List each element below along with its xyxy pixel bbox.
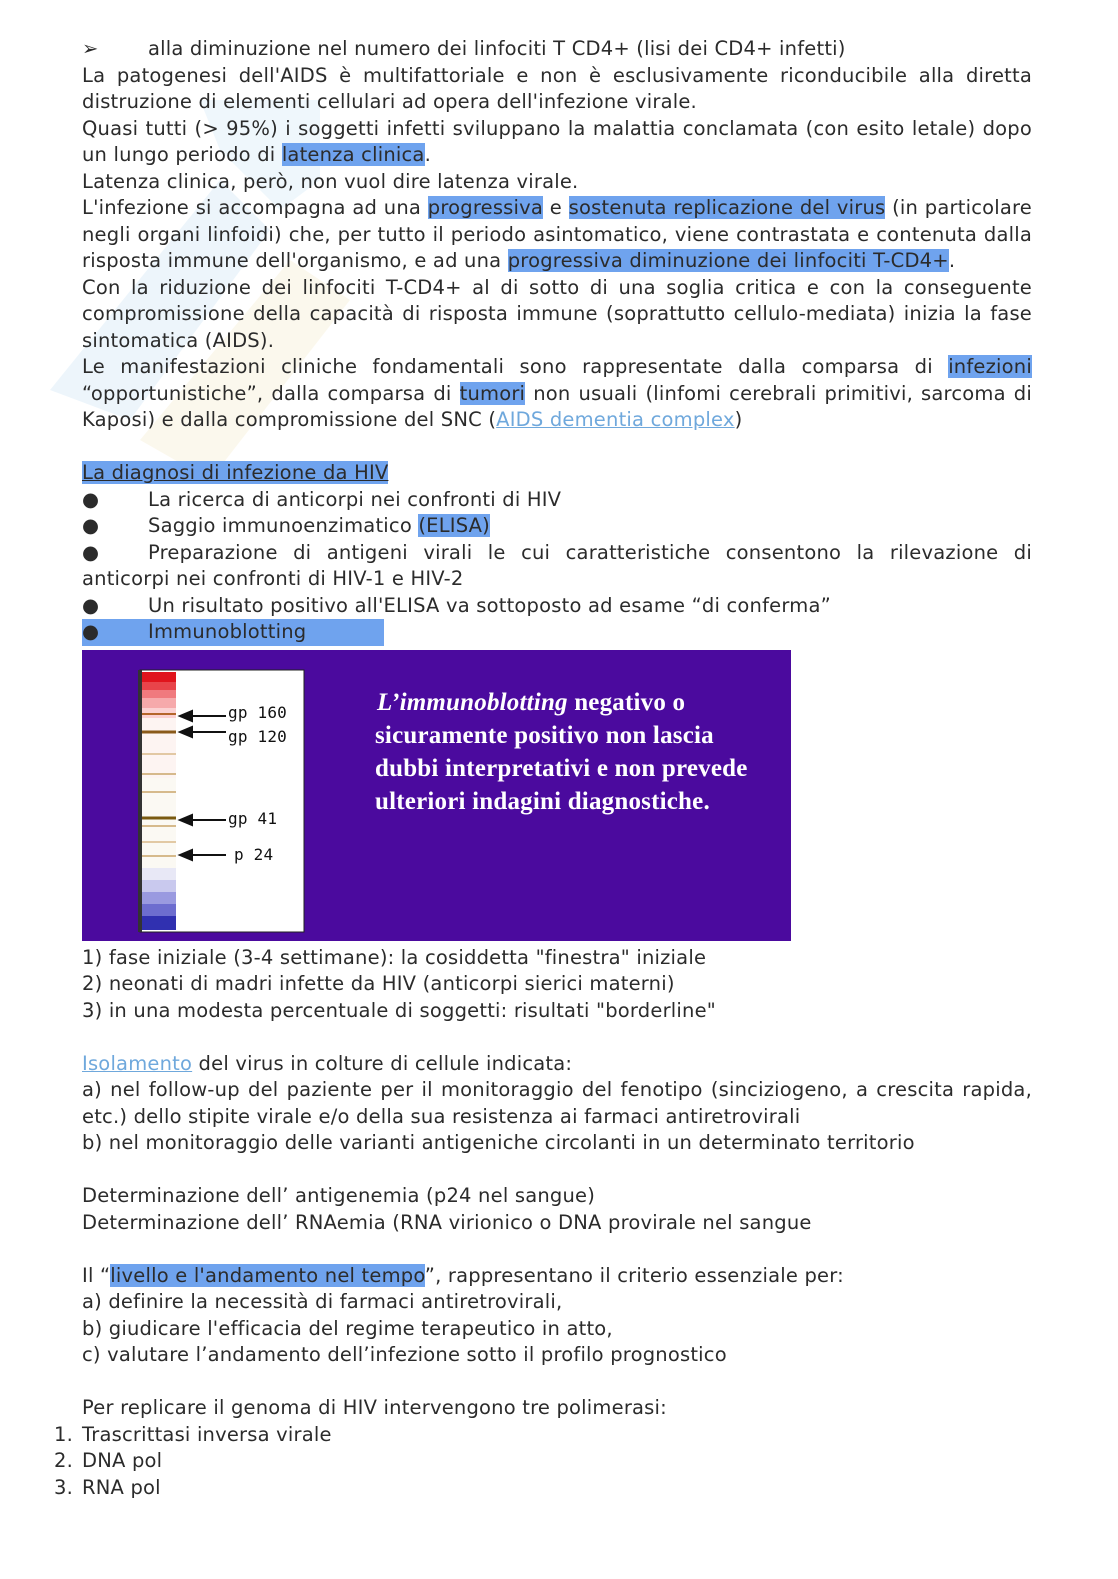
paragraph-symptomatic: Con la riduzione dei linfociti T-CD4+ al di sotto di una soglia critica e con la conseguente compromissione della capacità di risposta immune (soprattutto cellulo-mediata) inizia la fase sintomatica (AIDS).: [82, 275, 1032, 352]
bullet-item: ● Un risultato positivo all'ELISA va sottoposto ad esame “di conferma”: [82, 593, 1032, 620]
slide-text-line2: sicuramente positivo non lascia: [375, 721, 714, 749]
immunoblotting-slide: [82, 650, 791, 941]
isolation-item-a: a) nel follow-up del paziente per il monitoraggio del fenotipo (sinciziogeno, a crescita rapida, etc.) dello stipite virale e/o della sua resistenza ai farmaci antiretrovirali: [82, 1078, 1032, 1128]
level-item: b) giudicare l'efficacia del regime terapeutico in atto,: [82, 1316, 613, 1340]
arrow-item: ➢ alla diminuzione nel numero dei linfociti T CD4+ (lisi dei CD4+ infetti): [82, 36, 1032, 63]
bullet-dot-icon: ●: [82, 540, 100, 564]
window-line: 1) fase iniziale (3-4 settimane): la cosiddetta "finestra" iniziale: [82, 945, 707, 969]
label-p24: p 24: [234, 844, 274, 864]
isolation-item-b: b) nel monitoraggio delle varianti antigeniche circolanti in un determinato territorio: [82, 1131, 915, 1154]
highlight-tumori: tumori: [459, 381, 526, 405]
window-line: 2) neonati di madri infette da HIV (anticorpi sierici materni): [82, 972, 675, 995]
level-intro: Il “livello e l'andamento nel tempo”, rappresentano il criterio essenziale per:: [82, 1263, 844, 1287]
highlight-replicazione: sostenuta replicazione del virus: [568, 196, 886, 219]
paragraph-latency: Quasi tutti (> 95%) i soggetti infetti sviluppano la malattia conclamata (con esito letale) dopo un lungo periodo di latenza clinica.: [82, 116, 1032, 166]
slide-text-line3: dubbi interpretativi e non prevede: [375, 754, 748, 782]
level-item: c) valutare l’andamento dell’infezione sotto il profilo prognostico: [82, 1343, 727, 1366]
window-line: 3) in una modesta percentuale di soggetti: risultati "borderline": [82, 998, 716, 1022]
highlight-elisa: (ELISA): [418, 514, 490, 537]
bullet-item: ● Preparazione di antigeni virali le cui caratteristiche consentono la rilevazione di anticorpi nei confronti di HIV-1 e HIV-2: [82, 540, 1032, 590]
paragraph-pathogenesis: La patogenesi dell'AIDS è multifattoriale e non è esclusivamente riconducibile alla diretta distruzione di elementi cellulari ad opera dell'infezione virale.: [82, 63, 1032, 113]
highlight-infezioni: infezioni: [948, 355, 1032, 378]
bullet-item: ● Saggio immunoenzimatico (ELISA): [82, 513, 1032, 540]
slide-text-line1: L’immunoblotting negativo o: [377, 688, 686, 716]
arrow-bullet-icon: ➢: [82, 37, 99, 60]
document-page: [54, 36, 1032, 1501]
bullet-dot-icon: ●: [82, 620, 100, 643]
highlight-diminuzione-cd4: progressiva diminuzione dei linfociti T-CD4+: [507, 249, 949, 272]
bullet-dot-icon: ●: [82, 514, 100, 537]
paragraph-manifestations: Le manifestazioni cliniche fondamentali sono rappresentate dalla comparsa di infezioni “opportunistiche”, dalla comparsa di tumori non usuali (linfomi cerebrali primitivi, sarcoma di Kaposi) e dalla compromissione del SNC (AIDS dementia complex): [82, 355, 1032, 431]
link-aids-dementia-complex[interactable]: AIDS dementia complex: [496, 408, 735, 431]
determination-antigenemia: Determinazione dell’ antigenemia (p24 nel sangue): [82, 1184, 596, 1207]
level-item: a) definire la necessità di farmaci antiretrovirali,: [82, 1290, 563, 1313]
highlight-progressiva: progressiva: [427, 196, 544, 219]
bullet-item-highlighted: ● Immunoblotting: [82, 619, 1032, 646]
polymerases-intro: Per replicare il genoma di HIV intervengono tre polimerasi:: [82, 1396, 667, 1419]
determination-rnaemia: Determinazione dell’ RNAemia (RNA virionico o DNA provirale nel sangue: [82, 1210, 812, 1234]
link-isolamento[interactable]: Isolamento: [82, 1051, 193, 1075]
list-item: 2. DNA pol: [54, 1449, 163, 1472]
bullet-dot-icon: ●: [82, 487, 100, 511]
list-item: 3. RNA pol: [54, 1475, 161, 1499]
paragraph-infection: L'infezione si accompagna ad una progressiva e sostenuta replicazione del virus (in particolare negli organi linfoidi) che, per tutto il periodo asintomatico, viene contrastata e contenuta dalla risposta immune dell'organismo, e ad una progressiva diminuzione dei linfociti T-CD4+.: [82, 196, 1032, 272]
label-gp160: gp 160: [228, 702, 287, 722]
heading-diagnosis: La diagnosi di infezione da HIV: [82, 461, 389, 484]
blot-strip: [142, 672, 176, 930]
slide-text-line4: ulteriori indagini diagnostiche.: [375, 787, 710, 815]
bullet-item: ● La ricerca di anticorpi nei confronti di HIV: [82, 487, 1032, 514]
polymerases-list: [54, 1422, 1032, 1502]
highlight-livello: livello e l'andamento nel tempo: [110, 1263, 425, 1287]
isolation-intro: Isolamento del virus in colture di cellule indicata:: [82, 1051, 573, 1075]
bullet-dot-icon: ●: [82, 593, 100, 617]
label-gp41: gp 41: [228, 808, 278, 828]
highlight-latenza-clinica: latenza clinica: [281, 143, 425, 166]
list-item: 1. Trascrittasi inversa virale: [54, 1422, 332, 1446]
paragraph-latency-viral: Latenza clinica, però, non vuol dire latenza virale.: [82, 169, 579, 193]
label-gp120: gp 120: [228, 726, 287, 746]
